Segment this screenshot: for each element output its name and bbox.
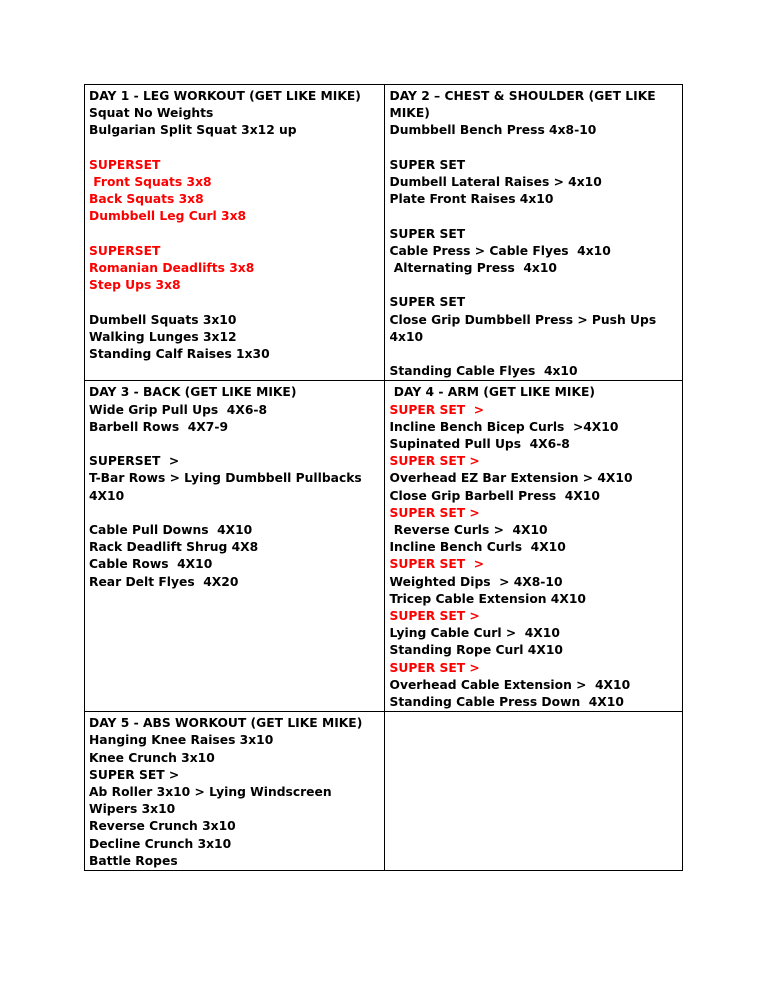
exercise-line: SUPER SET > xyxy=(389,505,480,520)
blank-line xyxy=(389,277,677,294)
exercise-line: Battle Ropes xyxy=(89,853,178,868)
day-heading: DAY 2 – CHEST & SHOULDER (GET LIKE MIKE) xyxy=(389,89,660,121)
day-heading: DAY 5 - ABS WORKOUT (GET LIKE MIKE) xyxy=(89,716,363,731)
blank-line xyxy=(89,294,379,311)
exercise-line: Decline Crunch 3x10 xyxy=(89,836,232,851)
exercise-line: SUPER SET > xyxy=(89,767,180,782)
exercise-line: SUPER SET > xyxy=(389,454,480,469)
exercise-line: Knee Crunch 3x10 xyxy=(89,750,215,765)
exercise-line: SUPER SET > xyxy=(389,557,484,572)
exercise-line: SUPERSET > xyxy=(89,454,180,469)
cell-day1 xyxy=(85,85,385,381)
exercise-line: Back Squats 3x8 xyxy=(89,192,204,207)
exercise-line: Ab Roller 3x10 > Lying Windscreen Wipers 3x10 xyxy=(89,785,336,817)
exercise-line: Reverse Curls > 4X10 xyxy=(389,523,548,538)
exercise-line: Dumbell Lateral Raises > 4x10 xyxy=(389,175,602,189)
exercise-line: Bulgarian Split Squat 3x12 up xyxy=(89,123,297,138)
exercise-line: Barbell Rows 4X7-9 xyxy=(89,419,229,434)
exercise-line: Close Grip Dumbbell Press > Push Ups 4x10 xyxy=(389,312,661,344)
exercise-line: Tricep Cable Extension 4X10 xyxy=(389,591,586,606)
exercise-line: Hanging Knee Raises 3x10 xyxy=(89,733,274,748)
exercise-line: T-Bar Rows > Lying Dumbbell Pullbacks 4X10 xyxy=(89,471,367,503)
exercise-line: Overhead Cable Extension > 4X10 xyxy=(389,677,631,692)
day-heading: DAY 1 - LEG WORKOUT (GET LIKE MIKE) xyxy=(89,89,361,103)
exercise-line: Alternating Press 4x10 xyxy=(389,261,557,275)
blank-line xyxy=(89,140,379,157)
exercise-line: Standing Rope Curl 4X10 xyxy=(389,643,563,658)
exercise-line: Overhead EZ Bar Extension > 4X10 xyxy=(389,471,633,486)
exercise-line: Cable Pull Downs 4X10 xyxy=(89,522,253,537)
table-row xyxy=(85,85,683,381)
cell-empty xyxy=(385,712,683,871)
exercise-line: Close Grip Barbell Press 4X10 xyxy=(389,488,600,503)
exercise-line: Squat No Weights xyxy=(89,106,214,121)
exercise-line: Standing Calf Raises 1x30 xyxy=(89,347,270,361)
cell-day2 xyxy=(385,85,683,381)
exercise-line: Walking Lunges 3x12 xyxy=(89,329,237,344)
exercise-line: Rack Deadlift Shrug 4X8 xyxy=(89,540,259,555)
exercise-line: SUPER SET > xyxy=(389,402,484,417)
exercise-line: SUPERSET xyxy=(89,243,161,258)
exercise-line: SUPER SET xyxy=(389,226,466,241)
exercise-line: SUPER SET > xyxy=(389,660,480,675)
exercise-line: SUPERSET xyxy=(89,157,161,172)
exercise-line: Standing Cable Press Down 4X10 xyxy=(389,695,624,710)
exercise-line: Incline Bench Curls 4X10 xyxy=(389,540,566,555)
blank-line xyxy=(89,505,379,522)
exercise-line: SUPER SET xyxy=(389,295,466,310)
exercise-line: Lying Cable Curl > 4X10 xyxy=(389,626,560,641)
exercise-line: Dumbbell Bench Press 4x8-10 xyxy=(389,123,597,138)
blank-line xyxy=(89,436,379,453)
blank-line xyxy=(389,208,677,225)
exercise-line: Plate Front Raises 4x10 xyxy=(389,192,554,207)
exercise-line: Rear Delt Flyes 4X20 xyxy=(89,574,239,589)
table-row xyxy=(85,712,683,871)
exercise-line: Standing Cable Flyes 4x10 xyxy=(389,364,578,379)
day-heading: DAY 3 - BACK (GET LIKE MIKE) xyxy=(89,385,297,400)
table-row xyxy=(85,381,683,712)
exercise-line: Cable Press > Cable Flyes 4x10 xyxy=(389,243,611,258)
exercise-line: Dumbell Squats 3x10 xyxy=(89,312,237,327)
exercise-line: Romanian Deadlifts 3x8 xyxy=(89,261,255,275)
blank-line xyxy=(89,226,379,243)
workout-table xyxy=(84,84,683,871)
exercise-line: SUPER SET > xyxy=(389,609,480,624)
exercise-line: Supinated Pull Ups 4X6-8 xyxy=(389,437,570,451)
blank-line xyxy=(389,346,677,363)
exercise-line: Incline Bench Bicep Curls >4X10 xyxy=(389,419,619,434)
blank-line xyxy=(389,140,677,157)
exercise-line: Cable Rows 4X10 xyxy=(89,557,213,572)
cell-day4 xyxy=(385,381,683,712)
exercise-line: Dumbbell Leg Curl 3x8 xyxy=(89,209,247,224)
cell-day5 xyxy=(85,712,385,871)
exercise-line: SUPER SET xyxy=(389,157,466,172)
exercise-line: Front Squats 3x8 xyxy=(89,175,212,189)
exercise-line: Weighted Dips > 4X8-10 xyxy=(389,574,563,589)
day-heading: DAY 4 - ARM (GET LIKE MIKE) xyxy=(389,385,595,400)
exercise-line: Step Ups 3x8 xyxy=(89,278,181,293)
exercise-line: Reverse Crunch 3x10 xyxy=(89,819,236,834)
exercise-line: Wide Grip Pull Ups 4X6-8 xyxy=(89,402,268,417)
cell-day3 xyxy=(85,381,385,712)
